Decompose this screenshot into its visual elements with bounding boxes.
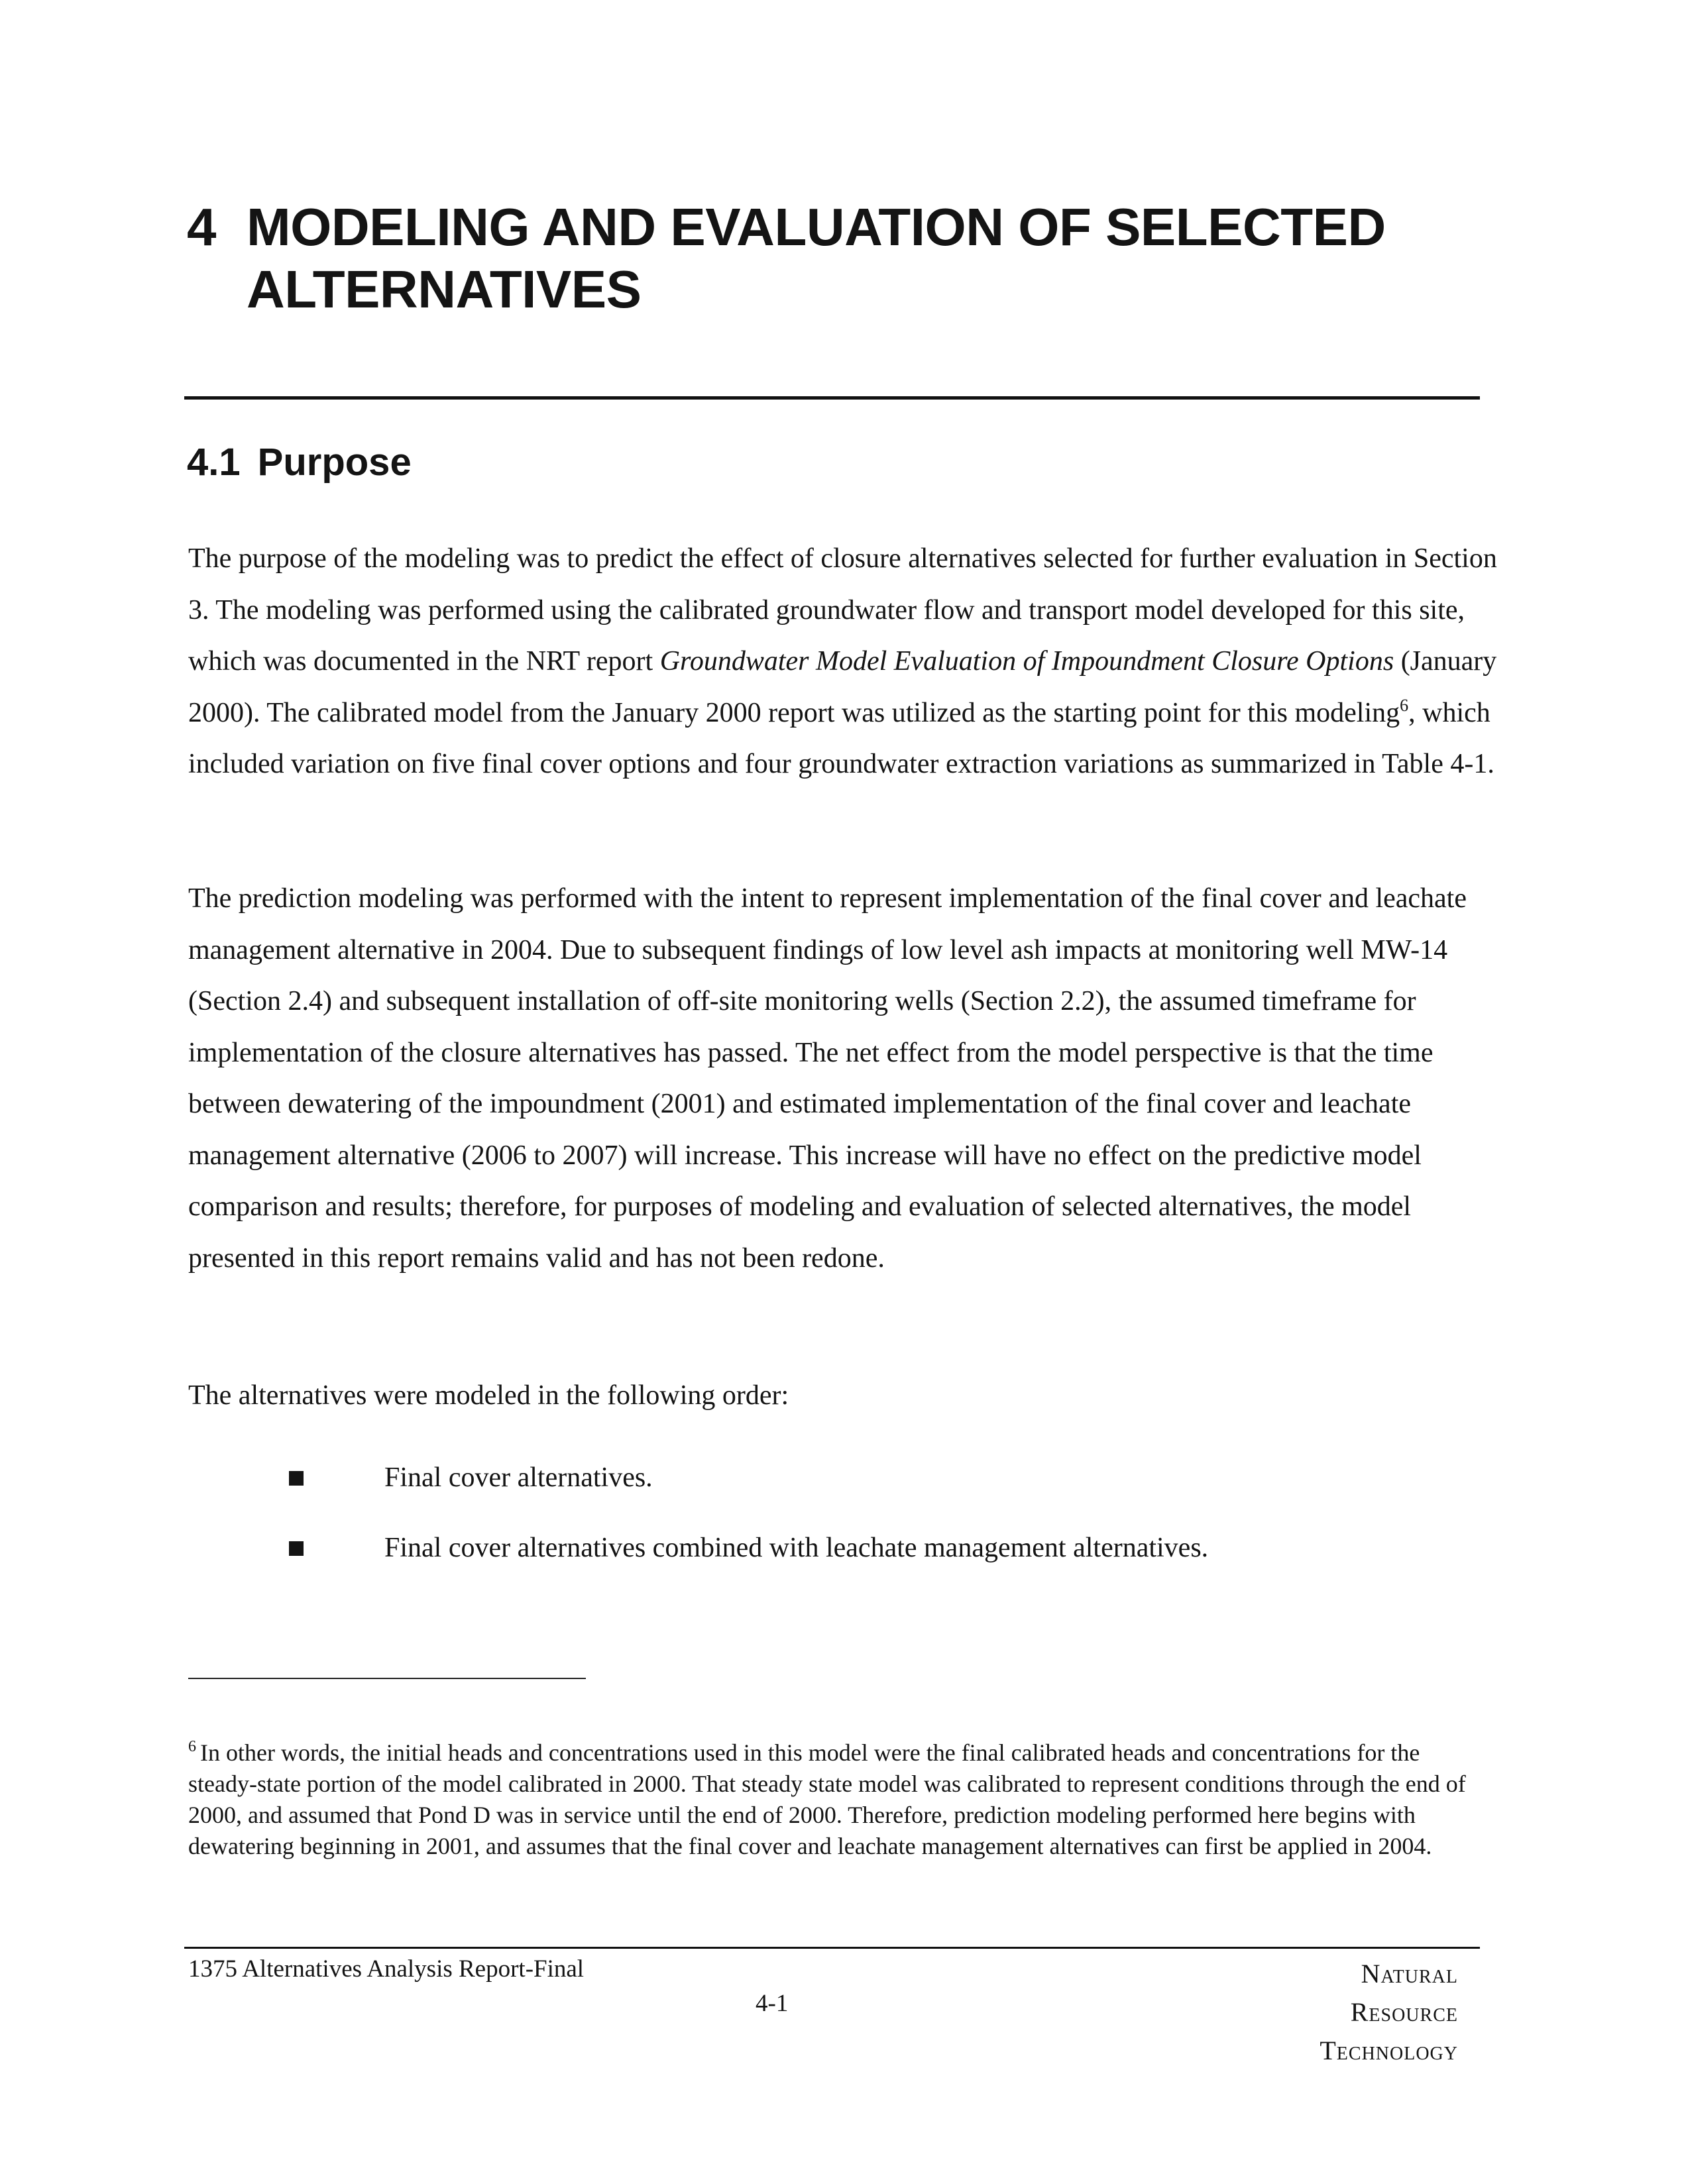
- company-line-3: Technology: [1320, 2036, 1458, 2065]
- paragraph-purpose-part2: (January 2000). The calibrated model from the January 2000 report was utilized as the starting point for this modeling: [188, 646, 1497, 728]
- company-logo-text: [1259, 1955, 1458, 2070]
- company-line-1: Natural: [1361, 1959, 1458, 1989]
- square-bullet-icon: [289, 1541, 304, 1556]
- paragraph-purpose: [188, 533, 1507, 791]
- chapter-number: 4: [187, 197, 216, 256]
- footnote: [188, 1737, 1487, 1862]
- page-number: 4-1: [756, 1990, 789, 2017]
- report-title-citation: Groundwater Model Evaluation of Impoundment Closure Options: [659, 646, 1394, 677]
- footnote-text: In other words, the initial heads and concentrations used in this model were the final calibrated heads and concentrations for the steady-state portion of the model calibrated in 2000. That steady state model was calibrated to represent conditions through the end of 2000, and assumed that Pond D was in service until the end of 2000. Therefore, prediction modeling performed here begins with dewatering beginning in 2001, and assumes that the final cover and leachate management alternatives can first be applied in 2004.: [188, 1739, 1466, 1859]
- paragraph-timeframe: The prediction modeling was performed with the intent to represent implementation of the final cover and leachate management alternative in 2004. Due to subsequent findings of low level ash impacts at monitoring well MW-14 (Section 2.4) and subsequent installation of off-site monitoring wells (Section 2.2), the assumed timeframe for implementation of the closure alternatives has passed. The net effect from the model perspective is that the time between dewatering of the impoundment (2001) and estimated implementation of the final cover and leachate management alternative (2006 to 2007) will increase. This increase will have no effect on the predictive model comparison and results; therefore, for purposes of modeling and evaluation of selected alternatives, the model presented in this report remains valid and has not been redone.: [188, 883, 1467, 1274]
- list-item-text: Final cover alternatives combined with leachate management alternatives.: [384, 1533, 1209, 1563]
- list-item: [0, 1528, 1686, 1598]
- section-number: 4.1: [187, 441, 241, 484]
- footnote-divider: [188, 1678, 586, 1679]
- chapter-title: [187, 196, 1446, 321]
- paragraph-purpose-part3: , which included variation on five final cover options and four groundwater extraction variations as summarized in Table 4-1.: [188, 697, 1494, 779]
- square-bullet-icon: [289, 1471, 304, 1486]
- footnote-number: 6: [188, 1738, 196, 1755]
- section-heading: [187, 439, 412, 486]
- footer-report-name: 1375 Alternatives Analysis Report-Final: [188, 1955, 585, 1983]
- chapter-title-text: MODELING AND EVALUATION OF SELECTED ALTERNATIVES: [247, 197, 1386, 319]
- footer-divider: [184, 1947, 1480, 1949]
- list-item-text: Final cover alternatives.: [384, 1462, 653, 1493]
- header-divider: [184, 396, 1480, 400]
- paragraph-purpose-part1: The purpose of the modeling was to predict the effect of closure alternatives selected for further evaluation in Section 3. The modeling was performed using the calibrated groundwater flow and transport model developed for this site, which was documented in the NRT report: [188, 543, 1497, 677]
- alternatives-order-list: [0, 1458, 1686, 1598]
- list-item: [0, 1458, 1686, 1528]
- footnote-reference: 6: [1400, 695, 1409, 715]
- company-line-2: Resource: [1350, 1997, 1458, 2027]
- paragraph-order-intro: The alternatives were modeled in the following order:: [188, 1380, 789, 1411]
- section-title: Purpose: [257, 441, 412, 484]
